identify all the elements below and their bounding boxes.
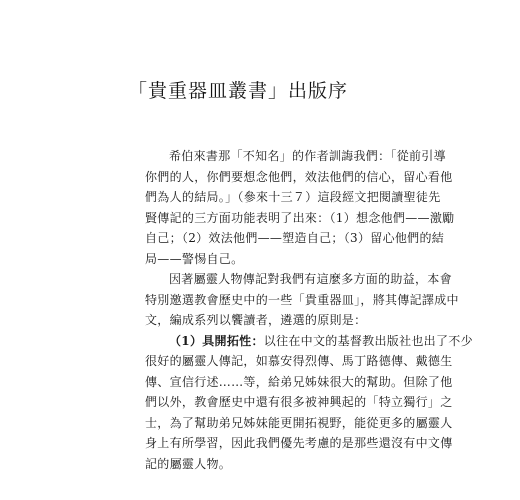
paragraph-3-line-2: 很好的屬靈人傳記，如慕安得烈傳、馬丁路德傳、戴德生	[145, 354, 453, 368]
paragraph-3-line-7: 記的屬靈人物。	[145, 456, 232, 471]
paragraph-1-line-6: 局——警惕自己。	[145, 251, 244, 266]
paragraph-3-line-5: 士，為了幫助弟兄姊妹能更開拓視野，能從更多的屬靈人	[145, 415, 453, 430]
paragraph-3-line-1	[145, 331, 473, 352]
principle-lead: （1）具開拓性：	[169, 333, 264, 348]
paragraph-3-line-3: 傳、宣信行述……等，給弟兄姊妹很大的幫助。但除了他	[145, 374, 453, 389]
paragraph-1-line-4: 賢傳記的三方面功能表明了出來：（1）想念他們——激勵	[145, 210, 455, 225]
paragraph-3-line-4: 們以外，教會歷史中還有很多被神興起的「特立獨行」之	[145, 395, 453, 409]
paragraph-2-line-3: 文，編成系列以饗讀者，遴選的原則是：	[145, 313, 367, 327]
paragraph-1-line-1: 希伯來書那「不知名」的作者訓誨我們：「從前引導	[169, 149, 446, 163]
page-title: 「貴重器皿叢書」出版序	[128, 80, 349, 102]
paragraph-3-line-6: 身上有所學習，因此我們優先考慮的是那些還沒有中文傳	[145, 436, 453, 450]
paragraph-2-line-1: 因著屬靈人物傳記對我們有這麼多方面的助益，本會	[169, 272, 452, 286]
paragraph-3-line-1-text: 以往在中文的基督教出版社也出了不少	[263, 333, 473, 348]
paragraph-1-line-5: 自己；（2）效法他們——塑造自己；（3）留心他們的結	[145, 231, 445, 245]
paragraph-1-line-2: 你們的人，你們要想念他們，效法他們的信心，留心看他	[145, 169, 453, 184]
body-text	[145, 146, 473, 474]
paragraph-2-line-2: 特別邀選教會歷史中的一些「貴重器皿」，將其傳記譯成中	[145, 292, 459, 307]
paragraph-1-line-3: 們為人的結局。」（參來十三７）這段經文把閱讀聖徒先	[145, 190, 441, 204]
